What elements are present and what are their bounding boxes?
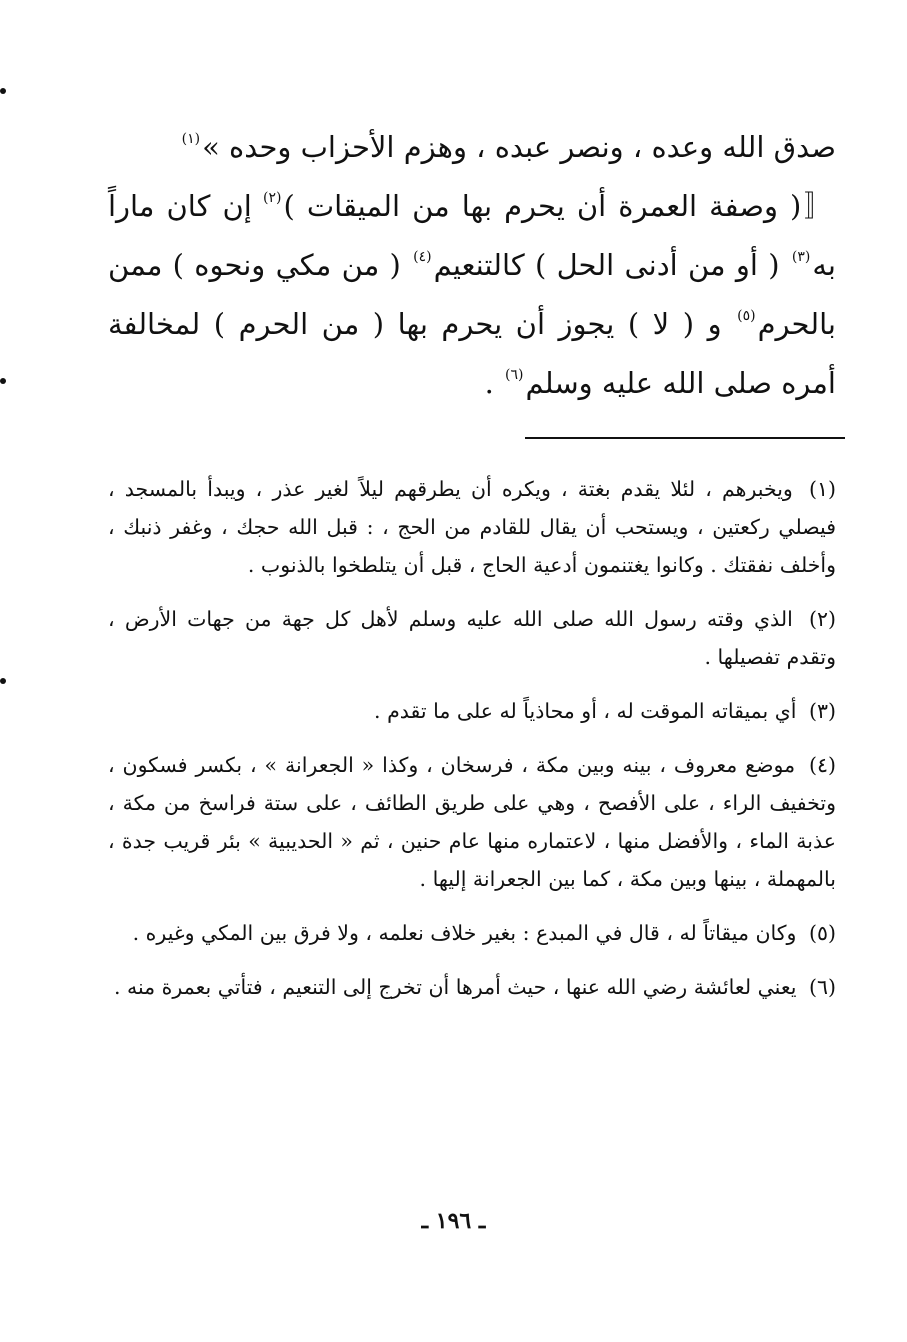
footnote-text: الذي وقته رسول الله صلى الله عليه وسلم لأهل كل جهة من جهات الأرض ، وتقدم تفصيلها . [108, 607, 836, 669]
footnote-ref-2: (٢) [263, 190, 282, 206]
margin-mark [0, 678, 6, 684]
footnote-number: (٢) [808, 607, 836, 631]
footnote-number: (٥) [808, 921, 836, 945]
footnote-text: ويخبرهم ، لئلا يقدم بغتة ، ويكره أن يطرقهم ليلاً لغير عذر ، ويبدأ بالمسجد ، فيصلي ركعتين ، ويستحب أن يقال للقادم من الحج ، : قبل الله حجك ، وغفر ذنبك ، وأخلف نفقتك . وكانوا يغتنمون أدعية الحاج ، قبل أن يتلطخوا بالذنوب . [108, 477, 836, 577]
main-text-span: ( من مكي ونحوه ) ممن بالحرم [108, 248, 836, 341]
footnote-text: يعني لعائشة رضي الله عنها ، حيث أمرها أن تخرج إلى التنعيم ، فتأتي بعمرة منه . [113, 975, 797, 999]
footnote-number: (٤) [808, 753, 836, 777]
footnote-separator [525, 437, 845, 439]
footnote-3 [108, 692, 836, 730]
footnote-text: موضع معروف ، بينه وبين مكة ، فرسخان ، وكذا « الجعرانة » ، بكسر فسكون ، وتخفيف الراء ، على الأفصح ، وهي على طريق الطائف ، على ستة فراسخ من مكة ، عذبة الماء ، والأفضل منها ، لاعتماره منها عام حنين ، ثم « الحديبية » بئر قريب جدة ، بالمهملة ، بينها وبين مكة ، كما بين الجعرانة إليها . [108, 753, 836, 891]
footnote-ref-6: (٦) [505, 367, 524, 383]
margin-mark [0, 88, 6, 94]
footnote-4 [108, 746, 836, 898]
main-paragraph-2 [108, 177, 836, 413]
footnote-ref-1: (١) [181, 131, 201, 147]
main-text-span: ( أو من أدنى الحل ) كالتنعيم [433, 248, 790, 282]
page-number: ـ ١٩٦ ـ [421, 1208, 486, 1234]
main-text-span: صدق الله وعده ، ونصر عبده ، وهزم الأحزاب وحده » [202, 130, 836, 164]
margin-mark [0, 378, 6, 384]
main-text-span: إن كان ماراً به [108, 189, 836, 282]
footnote-number: (٦) [808, 975, 836, 999]
main-text-span: و ( لا ) يجوز أن يحرم بها ( من الحرم ) لمخالفة أمره صلى الله عليه وسلم [108, 307, 836, 400]
footnote-text: وكان ميقاتاً له ، قال في المبدع : بغير خلاف نعلمه ، ولا فرق بين المكي وغيره . [132, 921, 797, 945]
footnote-ref-5: (٥) [737, 308, 756, 324]
footnote-ref-3: (٣) [791, 249, 811, 265]
main-text-span: 〚( وصفة العمرة أن يحرم بها من الميقات ) [283, 189, 836, 223]
footnote-number: (١) [808, 477, 836, 501]
main-paragraph-1 [108, 118, 836, 177]
main-text [108, 118, 836, 413]
footnote-2 [108, 600, 836, 676]
footnote-1 [108, 470, 836, 584]
footnotes [108, 470, 836, 1022]
footnote-ref-4: (٤) [413, 249, 432, 265]
main-text-span: . [484, 366, 504, 400]
footnote-6 [108, 968, 836, 1006]
footnote-number: (٣) [808, 699, 836, 723]
footnote-5 [108, 914, 836, 952]
footnote-text: أي بميقاته الموقت له ، أو محاذياً له على ما تقدم . [374, 699, 797, 723]
